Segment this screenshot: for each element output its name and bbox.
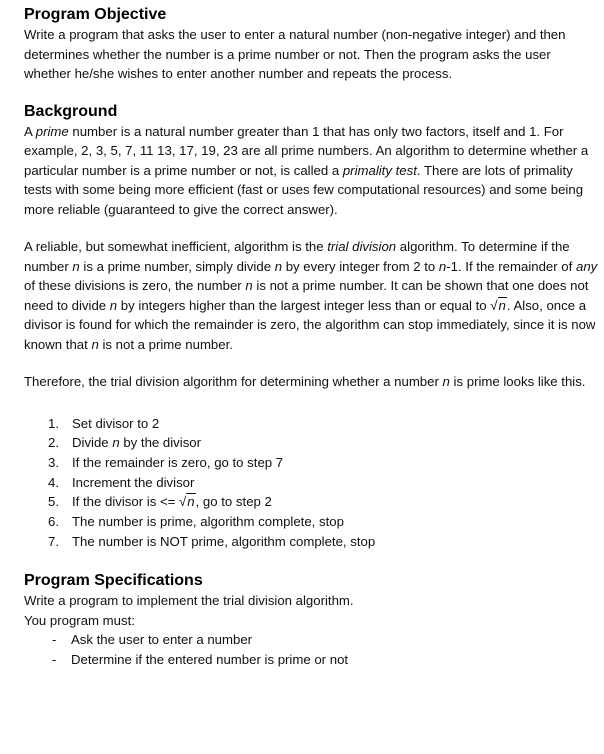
step-text: The number is prime, algorithm complete, stop: [72, 514, 344, 530]
step-text: Set divisor to 2: [72, 415, 160, 431]
background-heading: Background: [24, 102, 118, 120]
variable-n: n: [274, 258, 283, 274]
text-run: by every integer from 2 to: [282, 258, 439, 274]
step-item: [24, 512, 600, 532]
text-run: by integers higher than the largest integer less than or equal to: [117, 297, 491, 313]
variable-n: n: [109, 297, 118, 313]
requirement-text: Ask the user to enter a number: [71, 632, 253, 648]
dash-bullet: -: [52, 632, 57, 648]
specifications-line-1: Write a program to implement the trial division algorithm.: [24, 593, 354, 609]
step-text: If the divisor is <=: [72, 494, 180, 510]
background-paragraph-1: [24, 122, 600, 220]
step-text: , go to step 2: [195, 494, 272, 510]
step-item: [24, 414, 600, 434]
radicand-n: n: [187, 494, 195, 510]
requirement-item: [24, 630, 600, 650]
square-root-n: [179, 492, 196, 512]
step-number: 4.: [48, 474, 59, 490]
step-item: [24, 532, 600, 552]
text-run: is not a prime number. It can be shown that one does not need to divide: [24, 278, 589, 313]
square-root-n: [490, 296, 507, 316]
step-number: 2.: [48, 435, 59, 451]
step-text: Divide: [72, 435, 113, 451]
requirement-item: [24, 650, 600, 670]
text-run: number is a natural number greater than 1 that has only two factors, itself and 1. For example, 2, 3, 5, 7, 11 13, 17, 19, 23 are all prime numbers. An algorithm to determine whether a particular number is a prime number or not, is called a: [24, 123, 589, 178]
text-run: is prime looks like this.: [449, 374, 586, 389]
requirement-text: Determine if the entered number is prime or not: [71, 652, 349, 668]
text-run: . Also, once a divisor is found for which the remainder is zero, the algorithm can stop immediately, since it is now known that: [24, 297, 596, 352]
variable-n: n: [245, 278, 253, 293]
specifications-line-2: You program must:: [24, 612, 135, 628]
text-run: of these divisions is zero, the number: [24, 278, 246, 293]
step-number: 5.: [48, 494, 59, 510]
text-run: A reliable, but somewhat inefficient, algorithm is the: [24, 239, 328, 254]
text-run: . There are lots of primality tests with some being more efficient (fast or uses few computational resources) and some being more reliable (guaranteed to give the correct answer).: [24, 162, 584, 217]
text-run: A: [24, 123, 36, 139]
step-number: 3.: [48, 454, 59, 470]
background-paragraph-3: [24, 372, 600, 392]
variable-n: n: [442, 374, 450, 389]
step-item: [24, 492, 600, 512]
requirements-list: [24, 630, 600, 670]
document-page: [24, 5, 600, 670]
variable-n: n: [112, 435, 120, 451]
step-text: by the divisor: [119, 435, 202, 451]
radical-sign: √: [490, 297, 498, 313]
objective-heading: Program Objective: [24, 6, 167, 23]
step-number: 6.: [48, 514, 59, 530]
step-text: The number is NOT prime, algorithm complete, stop: [72, 533, 376, 549]
step-text: If the remainder is zero, go to step 7: [72, 454, 284, 470]
text-run: is not a prime number.: [98, 336, 233, 352]
step-number: 1.: [48, 415, 59, 431]
emphasis-trial-division: trial division: [327, 239, 397, 254]
objective-text: Write a program that asks the user to enter a natural number (non-negative integer) and then determines whether the number is a prime number or not. Then the program asks the user whether he/she wishes to enter another number and repeats the process.: [24, 27, 566, 81]
variable-n: n: [438, 258, 447, 274]
step-item: [24, 433, 600, 453]
specifications-heading: Program Specifications: [24, 572, 203, 590]
radical-sign: √: [179, 494, 187, 510]
emphasis-any: any: [575, 258, 598, 274]
algorithm-steps-list: [24, 414, 600, 552]
text-run: is a prime number, simply divide: [79, 258, 275, 274]
background-paragraph-2: [24, 237, 600, 354]
step-item: [24, 453, 600, 473]
variable-n: n: [72, 258, 80, 274]
text-run: algorithm. To determine if the number: [24, 239, 570, 274]
step-item: [24, 473, 600, 493]
emphasis-prime: prime: [35, 123, 69, 139]
step-text: Increment the divisor: [72, 474, 195, 490]
step-number: 7.: [48, 533, 59, 549]
text-run: Therefore, the trial division algorithm for determining whether a number: [24, 374, 443, 389]
emphasis-primality-test: primality test: [342, 162, 417, 178]
radicand-n: n: [498, 297, 506, 313]
variable-n: n: [91, 336, 99, 352]
text-run: -1. If the remainder of: [446, 258, 576, 274]
dash-bullet: -: [52, 652, 57, 668]
